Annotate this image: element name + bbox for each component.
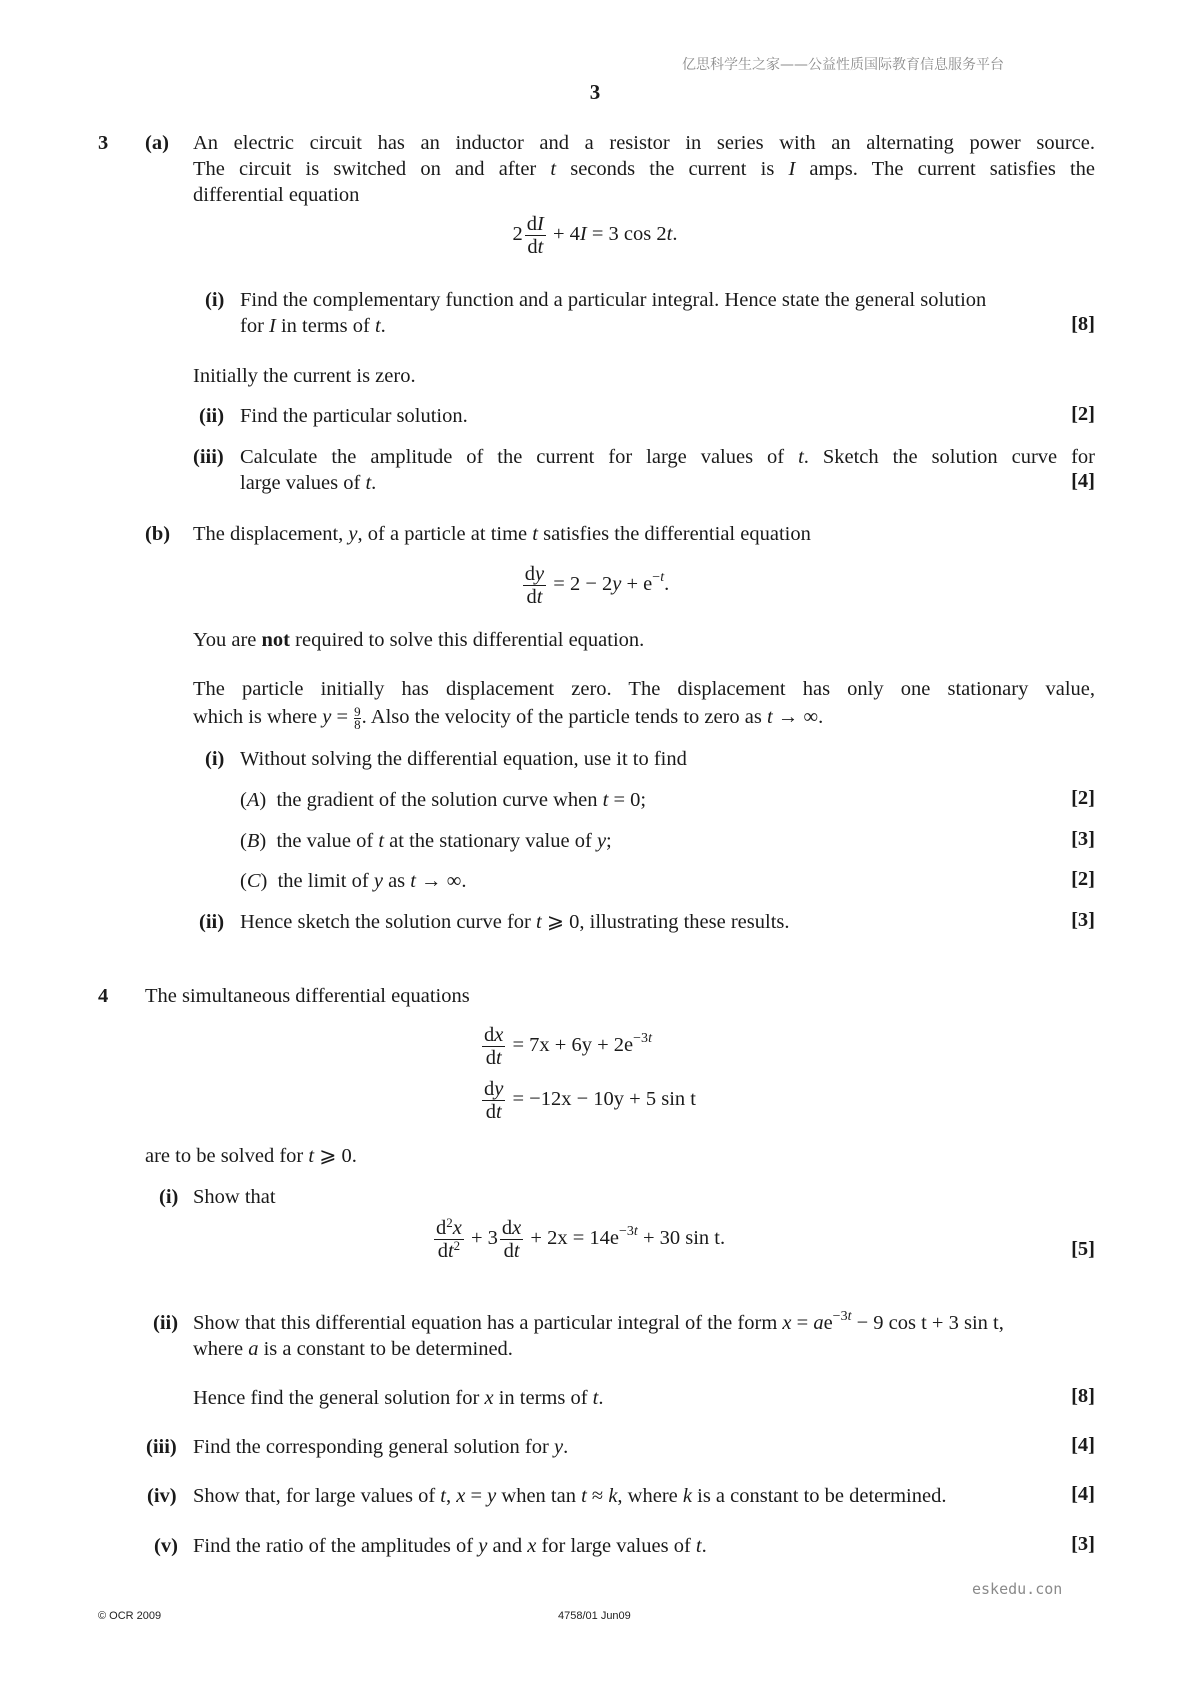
q3aii-label: (ii) bbox=[199, 405, 225, 427]
q3bii-mark: [3] bbox=[1071, 909, 1095, 931]
page-number: 3 bbox=[589, 80, 601, 104]
q4iv-label: (iv) bbox=[147, 1485, 177, 1507]
q3b-label: (b) bbox=[145, 523, 171, 545]
footer-paper-code: 4758/01 Jun09 bbox=[558, 1610, 631, 1622]
q4-intro: The simultaneous differential equations bbox=[145, 985, 470, 1007]
q3bi-A-mark: [2] bbox=[1071, 787, 1095, 809]
q3ai-mark: [8] bbox=[1071, 313, 1095, 335]
q3bi-B-mark: [3] bbox=[1071, 828, 1095, 850]
q4iv-text: Show that, for large values of t, x = y when tan t ≈ k, where k is a constant to be determined. bbox=[193, 1485, 947, 1507]
q3bi-label: (i) bbox=[205, 748, 225, 770]
q3bi-text: Without solving the differential equation, use it to find bbox=[240, 748, 687, 770]
q3aiii-label: (iii) bbox=[193, 446, 224, 468]
q4i-mark: [5] bbox=[1071, 1238, 1095, 1260]
q4i-equation: $\frac{d^2x}{dt^2}$ + 3 $\frac{dx}{dt}$ + $2x = 14e^{-3t} + 30$ sin t. bbox=[436, 1215, 726, 1262]
q4i-label: (i) bbox=[159, 1186, 179, 1208]
q4ii-label: (ii) bbox=[153, 1312, 179, 1334]
q4iii-label: (iii) bbox=[146, 1436, 177, 1458]
q4-number: 4 bbox=[98, 985, 109, 1007]
q3a-intro: An electric circuit has an inductor and a resistor in series with an alternating power source. The circuit is switched on and after t seconds the current is I amps. The current satisfies the differential equation bbox=[193, 132, 1095, 206]
q3b-not-required: You are not required to solve this differential equation. bbox=[193, 629, 645, 651]
q4ii-mark: [8] bbox=[1071, 1385, 1095, 1407]
q4-solved-for: are to be solved for t ⩾ 0. bbox=[145, 1145, 357, 1167]
q4iv-mark: [4] bbox=[1071, 1483, 1095, 1505]
q3ai-label: (i) bbox=[205, 289, 225, 311]
q3a-equation: 2 $\frac{dI}{dt}$ + 4I = 3 cos 2t. bbox=[512, 213, 678, 258]
q3-number: 3 bbox=[98, 132, 109, 154]
q4ii-text: Show that this differential equation has a particular integral of the form $x = ae^{-3t} - 9$ cos t + 3 sin t, where a is a constant to be determined. bbox=[193, 1309, 1004, 1360]
watermark-bottom: eskedu.con bbox=[972, 1580, 1063, 1598]
q3b-intro: The displacement, y, of a particle at time t satisfies the differential equation bbox=[193, 523, 811, 545]
q3aii-mark: [2] bbox=[1071, 403, 1095, 425]
q4v-label: (v) bbox=[154, 1535, 178, 1557]
q3bi-A: (A) the gradient of the solution curve when t = 0; bbox=[240, 789, 647, 811]
q3bii-text: Hence sketch the solution curve for t ⩾ 0, illustrating these results. bbox=[240, 911, 790, 933]
watermark-top: 亿思科学生之家——公益性质国际教育信息服务平台 bbox=[682, 57, 1004, 73]
q4-equation-1: $\frac{dx}{dt}$ = $7x + 6y + 2e^{-3t}$ bbox=[484, 1024, 652, 1069]
q3aiii-text: Calculate the amplitude of the current for large values of t. Sketch the solution curve for large values of t. bbox=[240, 446, 1095, 494]
q4v-text: Find the ratio of the amplitudes of y and x for large values of t. bbox=[193, 1535, 707, 1557]
q3a-label: (a) bbox=[145, 132, 169, 154]
q3bi-C: (C) the limit of y as t → ∞. bbox=[240, 870, 467, 892]
q3b-particle: The particle initially has displacement zero. The displacement has only one stationary value, which is where y = $\frac{9}{8}$ . Also the velocity of the particle tends to zero as t → ∞. bbox=[193, 678, 1095, 732]
q3bi-C-mark: [2] bbox=[1071, 868, 1095, 890]
footer-copyright: © OCR 2009 bbox=[98, 1610, 162, 1622]
q4iii-mark: [4] bbox=[1071, 1434, 1095, 1456]
q3bi-B: (B) the value of t at the stationary value of y; bbox=[240, 830, 612, 852]
q3ai-text: Find the complementary function and a particular integral. Hence state the general solution for I in terms of t. bbox=[240, 289, 987, 337]
q4ii-hence: Hence find the general solution for x in terms of t. bbox=[193, 1387, 604, 1409]
q3bii-label: (ii) bbox=[199, 911, 225, 933]
q3a-initially: Initially the current is zero. bbox=[193, 365, 416, 387]
q3aii-text: Find the particular solution. bbox=[240, 405, 468, 427]
q4iii-text: Find the corresponding general solution for y. bbox=[193, 1436, 569, 1458]
q3b-equation: $\frac{dy}{dt}$ = $2 - 2y + e^{-t}$. bbox=[524, 563, 670, 608]
q4v-mark: [3] bbox=[1071, 1533, 1095, 1555]
q4-equation-2: $\frac{dy}{dt}$ = −12x − 10y + 5 sin t bbox=[484, 1078, 696, 1123]
q4i-text: Show that bbox=[193, 1186, 276, 1208]
q3aiii-mark: [4] bbox=[1071, 470, 1095, 492]
